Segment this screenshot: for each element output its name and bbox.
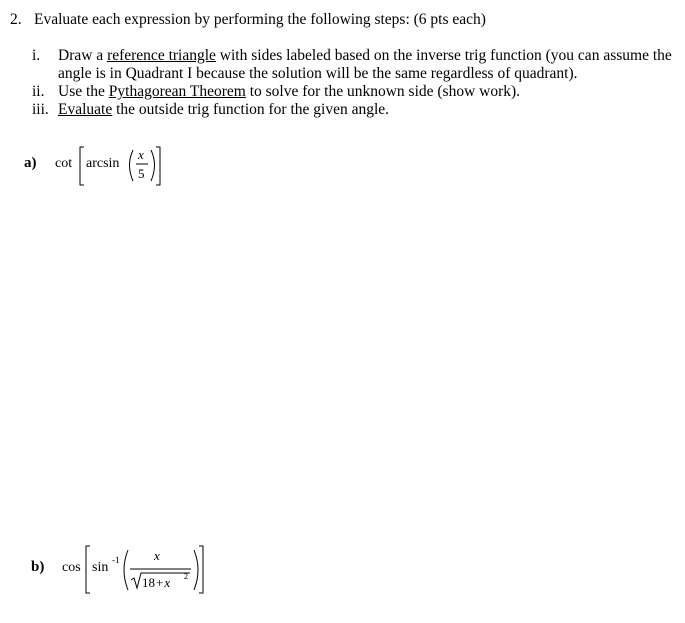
step-text-after: the outside trig function for the given angle. bbox=[112, 101, 390, 118]
inner-function-b: sin bbox=[92, 560, 109, 575]
inverse-exponent: -1 bbox=[112, 555, 120, 565]
expression-a-formula bbox=[0, 138, 200, 198]
numerator-b: x bbox=[154, 548, 160, 563]
right-bracket bbox=[199, 546, 203, 593]
expression-a bbox=[0, 138, 200, 203]
step-text-after: to solve for the unknown side (show work). bbox=[245, 83, 521, 100]
part-b-label: b) bbox=[31, 559, 45, 575]
left-bracket bbox=[86, 546, 90, 593]
inner-function-a: arcsin bbox=[86, 156, 120, 171]
step-keyword: Evaluate bbox=[58, 101, 113, 118]
outer-function-b: cos bbox=[62, 560, 81, 575]
step-item bbox=[32, 47, 677, 83]
right-paren bbox=[194, 550, 198, 590]
outer-function-a: cot bbox=[55, 156, 73, 171]
radicand-expression bbox=[142, 575, 170, 590]
left-paren bbox=[130, 150, 134, 181]
problem-heading bbox=[10, 11, 486, 29]
step-marker: ii. bbox=[32, 83, 45, 100]
step-keyword: reference triangle bbox=[107, 47, 216, 64]
expression-b-formula bbox=[0, 533, 240, 603]
step-text-before: Use the bbox=[58, 83, 109, 100]
right-paren bbox=[151, 150, 155, 181]
left-bracket bbox=[80, 147, 84, 185]
radicand-variable: x bbox=[164, 575, 171, 590]
radicand-constant: 18 bbox=[142, 575, 155, 590]
step-text-after: with sides labeled based on the inverse trig function (you can assume the angle is in Quadrant I because the solution will be the same regardless of quadrant). bbox=[58, 47, 672, 82]
step-item bbox=[32, 83, 677, 101]
step-list bbox=[32, 47, 677, 119]
step-keyword: Pythagorean Theorem bbox=[108, 83, 246, 100]
step-item bbox=[32, 101, 677, 119]
step-marker: i. bbox=[32, 47, 41, 64]
problem-instruction: Evaluate each expression by performing the following steps: (6 pts each) bbox=[34, 11, 486, 28]
part-a-label: a) bbox=[24, 155, 37, 171]
plus-sign: + bbox=[156, 575, 164, 590]
numerator-a: x bbox=[138, 147, 144, 162]
problem-number: 2. bbox=[10, 11, 22, 28]
step-text-before: Draw a bbox=[58, 47, 108, 64]
radicand-power: 2 bbox=[184, 572, 188, 581]
denominator-a: 5 bbox=[138, 166, 145, 181]
left-paren bbox=[124, 550, 128, 590]
right-bracket bbox=[156, 147, 160, 185]
step-marker: iii. bbox=[32, 101, 49, 118]
expression-b bbox=[0, 533, 240, 608]
